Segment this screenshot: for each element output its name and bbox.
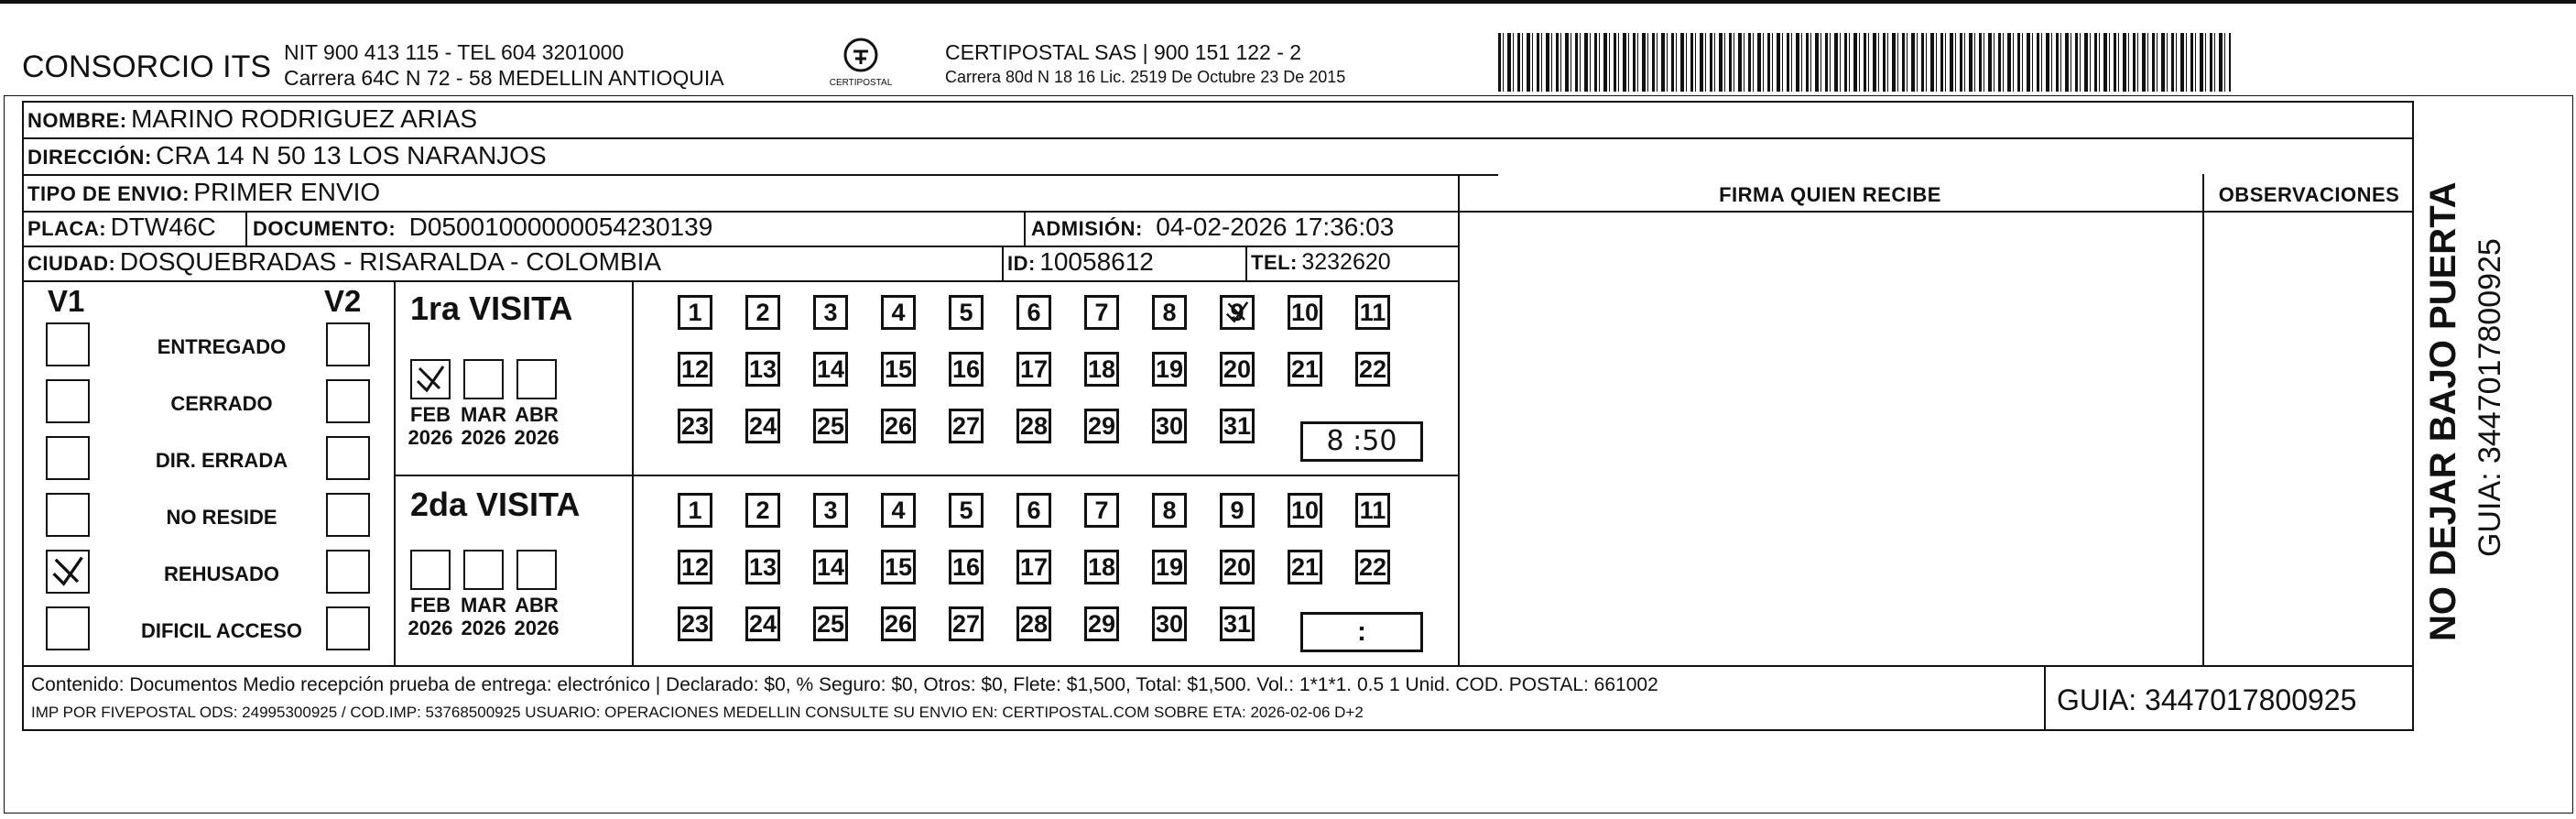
reason-label: NO RESIDE	[166, 506, 277, 529]
month-label	[509, 594, 564, 639]
observations-header: OBSERVACIONES	[2218, 183, 2400, 206]
month-checkbox[interactable]	[410, 359, 451, 399]
day-box[interactable]: 7	[1084, 295, 1119, 330]
visit-mid-rule	[632, 280, 634, 665]
reason-label: REHUSADO	[164, 562, 279, 585]
reason-label: CERRADO	[170, 392, 273, 415]
name-value: MARINO RODRIGUEZ ARIAS	[131, 104, 478, 133]
day-box[interactable]: 9	[1220, 295, 1255, 330]
day-box[interactable]: 26	[881, 606, 916, 641]
day-box[interactable]: 25	[813, 606, 848, 641]
first-visit-time: 8 :50	[1326, 425, 1397, 457]
month-name: ABR	[515, 403, 559, 426]
v1-checkbox[interactable]	[46, 436, 90, 480]
day-box[interactable]: 26	[881, 409, 916, 443]
id-label: ID:	[1007, 252, 1036, 275]
document-label: DOCUMENTO:	[253, 217, 397, 240]
v2-heading: V2	[324, 284, 362, 318]
day-box[interactable]: 31	[1220, 409, 1255, 443]
day-box[interactable]: 4	[881, 295, 916, 330]
month-label	[403, 594, 458, 639]
v1-checkbox[interactable]	[46, 493, 90, 537]
day-box[interactable]: 22	[1355, 550, 1390, 584]
month-year: 2026	[408, 426, 453, 449]
v2-checkbox[interactable]	[326, 606, 370, 650]
signature-left-rule	[1458, 174, 1460, 665]
row-rule-6	[22, 665, 2414, 667]
v2-checkbox[interactable]	[326, 436, 370, 480]
day-box[interactable]: 20	[1220, 352, 1255, 387]
check-mark-icon	[1223, 298, 1252, 327]
day-box[interactable]: 30	[1152, 409, 1187, 443]
document-row	[253, 213, 712, 242]
day-box[interactable]: 18	[1084, 352, 1119, 387]
send-type-value: PRIMER ENVIO	[193, 178, 381, 206]
v1-checkbox[interactable]	[46, 606, 90, 650]
day-box[interactable]: 17	[1016, 352, 1051, 387]
day-box[interactable]: 27	[949, 409, 984, 443]
second-visit-time: :	[1357, 617, 1366, 647]
day-box[interactable]: 29	[1084, 606, 1119, 641]
send-type-label: TIPO DE ENVIO:	[27, 182, 190, 205]
v2-checkbox[interactable]	[326, 550, 370, 594]
month-checkbox[interactable]	[516, 359, 557, 399]
admission-value: 04-02-2026 17:36:03	[1156, 213, 1395, 241]
month-year: 2026	[408, 617, 453, 639]
day-box[interactable]: 21	[1288, 550, 1322, 584]
day-box[interactable]: 11	[1355, 295, 1390, 330]
day-box[interactable]: 18	[1084, 550, 1119, 584]
doc-admission-rule	[1024, 211, 1026, 246]
row-rule-2	[22, 174, 1498, 176]
month-year: 2026	[514, 617, 560, 639]
address-label: DIRECCIÓN:	[27, 146, 152, 169]
day-box[interactable]: 15	[881, 550, 916, 584]
day-box[interactable]: 19	[1152, 352, 1187, 387]
day-box[interactable]: 20	[1220, 550, 1255, 584]
v2-checkbox[interactable]	[326, 379, 370, 423]
day-box[interactable]: 24	[745, 409, 780, 443]
address-value: CRA 14 N 50 13 LOS NARANJOS	[156, 141, 547, 169]
barcode	[1498, 33, 2231, 92]
plate-row	[27, 213, 216, 242]
month-year: 2026	[514, 426, 560, 449]
v1-checkbox[interactable]	[46, 379, 90, 423]
footer-guide: GUIA: 3447017800925	[2057, 683, 2357, 716]
v1-checkbox[interactable]	[46, 322, 90, 366]
day-box[interactable]: 4	[881, 493, 916, 528]
v2-checkbox[interactable]	[326, 322, 370, 366]
city-id-rule	[1002, 246, 1004, 280]
month-checkbox[interactable]	[516, 550, 557, 590]
day-box[interactable]: 16	[949, 550, 984, 584]
top-rule	[0, 0, 2576, 4]
tel-value: 3232620	[1301, 249, 1391, 275]
side-notice: NO DEJAR BAJO PUERTA	[2423, 181, 2463, 641]
observations-left-rule	[2202, 174, 2204, 665]
month-label	[456, 594, 511, 639]
id-value: 10058612	[1039, 247, 1154, 276]
day-box[interactable]: 9	[1220, 493, 1255, 528]
address-row	[27, 141, 547, 170]
day-box[interactable]: 2	[745, 493, 780, 528]
day-box[interactable]: 5	[949, 295, 984, 330]
first-visit-title: 1ra VISITA	[410, 289, 573, 327]
day-box[interactable]: 25	[813, 409, 848, 443]
certipostal-logo	[824, 37, 897, 92]
day-box[interactable]: 6	[1016, 493, 1051, 528]
v2-checkbox[interactable]	[326, 493, 370, 537]
month-name: FEB	[410, 403, 451, 426]
day-box[interactable]: 13	[745, 550, 780, 584]
day-box[interactable]: 3	[813, 295, 848, 330]
month-checkbox[interactable]	[463, 550, 504, 590]
month-label	[456, 403, 511, 449]
certipostal-logo-icon	[842, 37, 879, 73]
company-name: CONSORCIO ITS	[22, 49, 272, 84]
day-box[interactable]: 14	[813, 550, 848, 584]
day-box[interactable]: 5	[949, 493, 984, 528]
day-box[interactable]: 28	[1016, 409, 1051, 443]
month-checkbox[interactable]	[463, 359, 504, 399]
admission-row	[1031, 213, 1394, 242]
day-box[interactable]: 3	[813, 493, 848, 528]
company-line-2: Carrera 64C N 72 - 58 MEDELLIN ANTIOQUIA	[284, 66, 724, 90]
month-checkbox[interactable]	[410, 550, 451, 590]
visit-divider	[394, 475, 1458, 476]
month-name: MAR	[460, 403, 507, 426]
document-value: D05001000000054230139	[408, 213, 713, 241]
day-box[interactable]: 19	[1152, 550, 1187, 584]
day-box[interactable]: 13	[745, 352, 780, 387]
side-guide: GUIA: 3447017800925	[2473, 238, 2507, 557]
tel-label: TEL:	[1251, 251, 1298, 274]
day-box[interactable]: 7	[1084, 493, 1119, 528]
day-box[interactable]: 14	[813, 352, 848, 387]
plate-doc-rule	[245, 211, 247, 246]
carrier-line-1: CERTIPOSTAL SAS | 900 151 122 - 2	[945, 40, 1302, 64]
check-mark-icon	[412, 361, 449, 398]
day-box[interactable]: 29	[1084, 409, 1119, 443]
footer-guide-rule	[2044, 665, 2046, 731]
city-label: CIUDAD:	[27, 252, 116, 275]
day-box[interactable]: 8	[1152, 493, 1187, 528]
admission-label: ADMISIÓN:	[1031, 217, 1143, 240]
month-label	[509, 403, 564, 449]
day-box[interactable]: 6	[1016, 295, 1051, 330]
v1-heading: V1	[48, 284, 85, 318]
carrier-line-2: Carrera 80d N 18 16 Lic. 2519 De Octubre 23 De 2015	[945, 68, 1346, 86]
first-visit-time-box[interactable]	[1300, 421, 1423, 462]
month-name: ABR	[515, 594, 559, 617]
day-box[interactable]: 12	[678, 352, 712, 387]
day-box[interactable]: 10	[1288, 295, 1322, 330]
day-box[interactable]: 31	[1220, 606, 1255, 641]
day-box[interactable]: 1	[678, 493, 712, 528]
logo-caption: CERTIPOSTAL	[829, 78, 893, 88]
company-line-1: NIT 900 413 115 - TEL 604 3201000	[284, 40, 625, 64]
month-year: 2026	[461, 617, 506, 639]
id-row	[1007, 247, 1154, 277]
day-box[interactable]: 15	[881, 352, 916, 387]
day-box[interactable]: 23	[678, 606, 712, 641]
check-mark-icon	[48, 551, 88, 592]
city-row	[27, 247, 661, 277]
reason-label: ENTREGADO	[157, 335, 287, 358]
day-box[interactable]: 21	[1288, 352, 1322, 387]
month-label	[403, 403, 458, 449]
day-box[interactable]: 12	[678, 550, 712, 584]
tel-row	[1251, 249, 1391, 276]
day-box[interactable]: 1	[678, 295, 712, 330]
month-name: MAR	[460, 594, 507, 617]
send-type-row	[27, 178, 380, 207]
v1-checkbox[interactable]	[46, 550, 90, 594]
city-value: DOSQUEBRADAS - RISARALDA - COLOMBIA	[119, 247, 662, 276]
name-row	[27, 104, 477, 134]
day-box[interactable]: 8	[1152, 295, 1187, 330]
id-tel-rule	[1245, 246, 1247, 280]
signature-header: FIRMA QUIEN RECIBE	[1719, 183, 1941, 206]
month-year: 2026	[461, 426, 506, 449]
second-visit-time-box[interactable]	[1300, 612, 1423, 652]
footer-print-line: IMP POR FIVEPOSTAL ODS: 24995300925 / COD.IMP: 53768500925 USUARIO: OPERACIONES MEDELLIN CONSULTE SU ENVIO EN: CERTIPOSTAL.COM SOBRE ETA: 2026-02-06 D+2	[31, 704, 1364, 721]
day-box[interactable]: 10	[1288, 493, 1322, 528]
reason-label: DIR. ERRADA	[155, 449, 288, 472]
day-box[interactable]: 11	[1355, 493, 1390, 528]
plate-label: PLACA:	[27, 217, 107, 240]
reason-label: DIFICIL ACCESO	[140, 619, 302, 642]
month-name: FEB	[410, 594, 451, 617]
day-box[interactable]: 22	[1355, 352, 1390, 387]
second-visit-title: 2da VISITA	[410, 486, 581, 523]
day-box[interactable]: 30	[1152, 606, 1187, 641]
day-box[interactable]: 16	[949, 352, 984, 387]
name-label: NOMBRE:	[27, 109, 127, 132]
plate-value: DTW46C	[110, 213, 216, 241]
day-box[interactable]: 27	[949, 606, 984, 641]
row-rule-5	[22, 280, 1458, 282]
day-box[interactable]: 23	[678, 409, 712, 443]
row-rule-1	[22, 137, 2414, 139]
day-box[interactable]: 24	[745, 606, 780, 641]
day-box[interactable]: 2	[745, 295, 780, 330]
footer-content-line: Contenido: Documentos Medio recepción prueba de entrega: electrónico | Declarado: $0, % Seguro: $0, Otros: $0, Flete: $1,500, Total: $1,500. Vol.: 1*1*1. 0.5 1 Unid. COD. POSTAL: 661002	[31, 674, 1658, 695]
day-box[interactable]: 17	[1016, 550, 1051, 584]
visit-left-rule	[394, 280, 396, 665]
day-box[interactable]: 28	[1016, 606, 1051, 641]
